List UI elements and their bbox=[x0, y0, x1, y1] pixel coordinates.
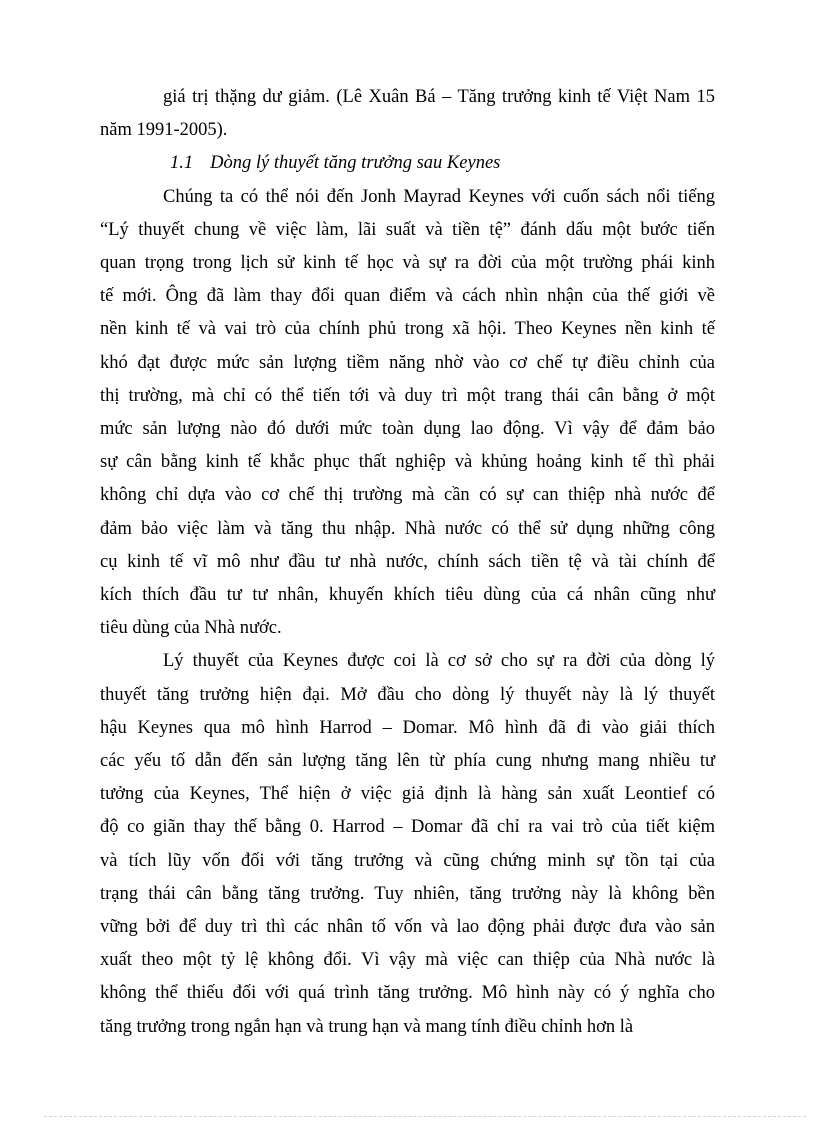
text-line: tưởng của Keynes, Thể hiện ở việc giả định là hàng sản xuất Leontief có bbox=[100, 784, 715, 805]
text-line: quan trọng trong lịch sử kinh tế học và sự ra đời của một trường phái kinh bbox=[100, 253, 715, 274]
text-line: tế mới. Ông đã làm thay đổi quan điểm và cách nhìn nhận của thế giới về bbox=[100, 286, 715, 307]
text-line: kích thích đầu tư tư nhân, khuyến khích tiêu dùng của cá nhân cũng như bbox=[100, 585, 715, 606]
text-line: “Lý thuyết chung về việc làm, lãi suất và tiền tệ” đánh dấu một bước tiến bbox=[100, 219, 715, 240]
text-line: không thể thiếu đối với quá trình tăng trưởng. Mô hình này có ý nghĩa cho bbox=[100, 983, 715, 1004]
text-line: vững bởi để duy trì thì các nhân tố vốn và lao động phải được đưa vào sản bbox=[100, 917, 715, 938]
text-line: sự cân bằng kinh tế khắc phục thất nghiệp và khủng hoảng kinh tế thì phải bbox=[100, 452, 715, 473]
text-line: tiêu dùng của Nhà nước. bbox=[100, 618, 282, 639]
text-line: không chỉ dựa vào cơ chế thị trường mà cần có sự can thiệp nhà nước để bbox=[100, 485, 715, 506]
text-line: độ co giãn thay thế bằng 0. Harrod – Domar đã chỉ ra vai trò của tiết kiệm bbox=[100, 817, 715, 838]
text-line: khó đạt được mức sản lượng tiềm năng nhờ vào cơ chế tự điều chỉnh của bbox=[100, 352, 715, 373]
text-line: hậu Keynes qua mô hình Harrod – Domar. Mô hình đã đi vào giải thích bbox=[100, 717, 715, 738]
section-heading bbox=[100, 147, 715, 180]
text-line: Chúng ta có thể nói đến Jonh Mayrad Keynes với cuốn sách nổi tiếng bbox=[163, 186, 715, 207]
text-line: trạng thái cân bằng tăng trưởng. Tuy nhiên, tăng trưởng này là không bền bbox=[100, 883, 715, 904]
text-line: và tích lũy vốn đối với tăng trưởng và cũng chứng minh sự tồn tại của bbox=[100, 850, 715, 871]
text-body bbox=[100, 81, 715, 1044]
text-line: cụ kinh tế vĩ mô như đầu tư nhà nước, chính sách tiền tệ và tài chính để bbox=[100, 551, 715, 572]
text-line: mức sản lượng nào đó dưới mức toàn dụng lao động. Vì vậy để đảm bảo bbox=[100, 419, 715, 440]
text-line: Lý thuyết của Keynes được coi là cơ sở cho sự ra đời của dòng lý bbox=[163, 651, 715, 672]
text-line: giá trị thặng dư giảm. (Lê Xuân Bá – Tăng trưởng kinh tế Việt Nam 15 bbox=[163, 87, 715, 107]
text-line: thuyết tăng trưởng hiện đại. Mở đầu cho dòng lý thuyết này là lý thuyết bbox=[100, 684, 715, 705]
section-heading-number: 1.1 bbox=[170, 153, 194, 174]
text-line: nền kinh tế và vai trò của chính phủ trong xã hội. Theo Keynes nền kinh tế bbox=[100, 319, 715, 340]
text-line: các yếu tố dẫn đến sản lượng tăng lên từ phía cung nhưng mang nhiều tư bbox=[100, 751, 715, 772]
section-heading-title: Dòng lý thuyết tăng trưởng sau Keynes bbox=[210, 153, 501, 174]
text-line: xuất theo một tỷ lệ không đổi. Vì vậy mà việc can thiệp của Nhà nước là bbox=[100, 950, 715, 971]
page-break-dotted-line bbox=[44, 1116, 806, 1117]
text-line: tăng trưởng trong ngắn hạn và trung hạn và mang tính điều chỉnh hơn là bbox=[100, 1016, 634, 1037]
text-line: thị trường, mà chỉ có thể tiến tới và duy trì một trang thái cân bằng ở một bbox=[100, 385, 715, 406]
text-line: đảm bảo việc làm và tăng thu nhập. Nhà nước có thể sử dụng những công bbox=[100, 518, 715, 539]
text-line: năm 1991-2005). bbox=[100, 120, 228, 141]
